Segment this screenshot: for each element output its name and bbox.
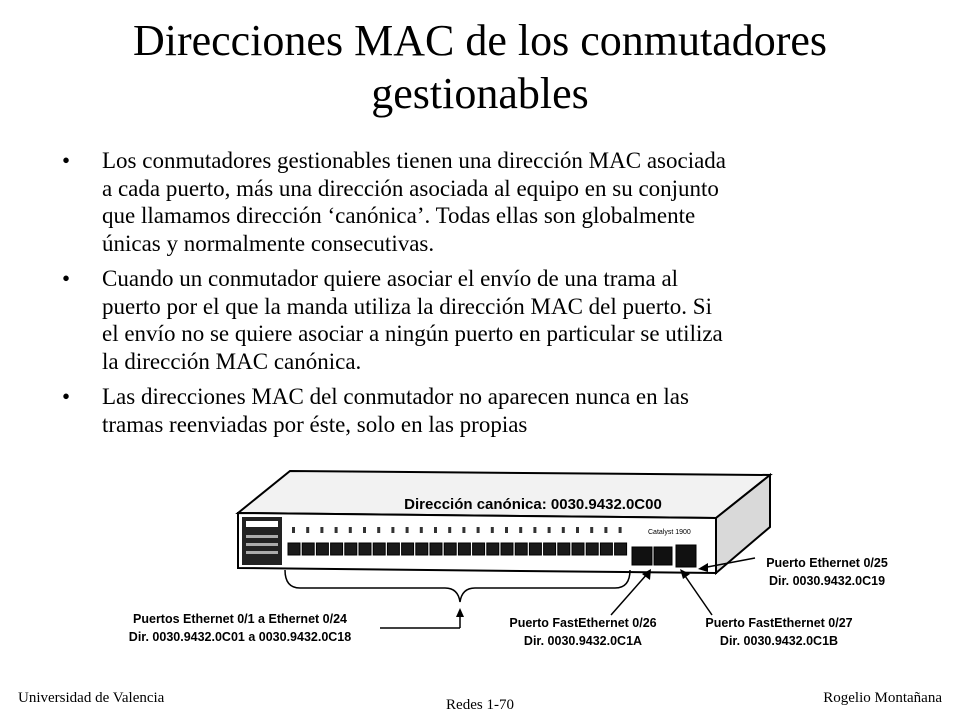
port-led	[533, 527, 536, 533]
port-led	[590, 527, 593, 533]
slide-title	[0, 14, 960, 120]
port-26-label-line2: Dir. 0030.9432.0C1A	[523, 634, 643, 648]
bullet-line: puerto por el que la manda utiliza la dirección MAC del puerto. Si	[102, 293, 712, 319]
ethernet-port	[544, 543, 556, 555]
bullet-line: Cuando un conmutador quiere asociar el envío de una trama al	[102, 266, 679, 291]
ethernet-port	[302, 543, 314, 555]
port-led	[434, 527, 437, 533]
ethernet-port	[600, 543, 612, 555]
ethernet-port	[501, 543, 513, 555]
port-led	[548, 527, 551, 533]
bullet-line: tramas reenviadas por éste, solo en las propias	[102, 411, 528, 437]
ethernet-port	[586, 543, 598, 555]
bullet-line: que llamamos dirección ‘canónica’. Todas ellas son globalmente	[102, 203, 696, 228]
ethernet-port	[444, 543, 456, 555]
ethernet-port	[345, 543, 357, 555]
bullet-dot: •	[62, 384, 71, 409]
port-27-connector	[676, 545, 696, 567]
port-26-arrow	[611, 573, 648, 615]
ethernet-port	[359, 543, 371, 555]
port-led	[306, 527, 309, 533]
bullet-item	[62, 147, 922, 257]
port-26-connector	[654, 547, 672, 565]
bullet-line: únicas y normalmente consecutivas.	[102, 230, 435, 256]
port-27-label-line2: Dir. 0030.9432.0C1B	[719, 634, 839, 648]
ethernet-port	[458, 543, 470, 555]
port-led	[505, 527, 508, 533]
ethernet-port	[572, 543, 584, 555]
port-27-arrow	[683, 573, 712, 615]
led-strip	[246, 543, 278, 546]
ethernet-port	[615, 543, 627, 555]
port-led	[363, 527, 366, 533]
ethernet-port	[529, 543, 541, 555]
footer-right: Rogelio Montañana	[823, 690, 942, 706]
canonical-address-label: Dirección canónica: 0030.9432.0C00	[404, 496, 662, 513]
port-led	[519, 527, 522, 533]
bullet-item	[62, 265, 922, 375]
port-led	[391, 527, 394, 533]
port-led	[619, 527, 622, 533]
ethernet-port	[316, 543, 328, 555]
switch-illustration	[238, 471, 770, 573]
ethernet-port	[487, 543, 499, 555]
bullet-line: Los conmutadores gestionables tienen una dirección MAC asociada	[102, 148, 727, 173]
ethernet-ports-label-line1: Puertos Ethernet 0/1 a Ethernet 0/24	[133, 612, 347, 626]
port-led	[604, 527, 607, 533]
footer-center: Redes 1-70	[446, 697, 514, 713]
port-led	[562, 527, 565, 533]
port-led	[420, 527, 423, 533]
led-strip	[246, 535, 278, 538]
ethernet-port	[331, 543, 343, 555]
ethernet-port	[430, 543, 442, 555]
port-led	[477, 527, 480, 533]
bullet-item	[62, 383, 922, 438]
ports-bracket	[285, 570, 630, 602]
ethernet-port	[515, 543, 527, 555]
ports-arrowhead	[456, 608, 464, 617]
port-led	[377, 527, 380, 533]
port-led	[462, 527, 465, 533]
bullet-dot: •	[62, 266, 71, 291]
port-led	[335, 527, 338, 533]
port-26-label-line1: Puerto FastEthernet 0/26	[509, 616, 657, 630]
bullet-line: Las direcciones MAC del conmutador no aparecen nunca en las	[102, 384, 689, 409]
port-27-label-line1: Puerto FastEthernet 0/27	[705, 616, 853, 630]
bullet-line: el envío no se quiere asociar a ningún puerto en particular se utiliza	[102, 321, 723, 346]
ethernet-port	[416, 543, 428, 555]
switch-diagram	[0, 455, 960, 685]
device-model-label: Catalyst 1900	[648, 529, 691, 536]
port-led	[292, 527, 295, 533]
port-led	[349, 527, 352, 533]
ethernet-port	[558, 543, 570, 555]
switch-brand-label	[246, 521, 278, 527]
bullet-line: la dirección MAC canónica.	[102, 348, 362, 374]
ethernet-port	[288, 543, 300, 555]
ethernet-port	[473, 543, 485, 555]
port-25-label-line1: Puerto Ethernet 0/25	[766, 556, 888, 570]
title-line-2: gestionables	[371, 69, 589, 118]
ethernet-port	[373, 543, 385, 555]
ethernet-port	[402, 543, 414, 555]
bullet-list	[62, 147, 922, 446]
led-strip	[246, 551, 278, 554]
ethernet-port	[387, 543, 399, 555]
bullet-line: a cada puerto, más una dirección asociada al equipo en su conjunto	[102, 175, 719, 201]
port-25-label-line2: Dir. 0030.9432.0C19	[768, 574, 886, 588]
port-led	[491, 527, 494, 533]
footer-left: Universidad de Valencia	[18, 690, 165, 706]
title-line-1: Direcciones MAC de los conmutadores	[132, 16, 828, 65]
bullet-dot: •	[62, 148, 71, 173]
port-25-connector	[632, 547, 652, 565]
ethernet-ports-label-line2: Dir. 0030.9432.0C01 a 0030.9432.0C18	[128, 630, 352, 644]
port-led	[320, 527, 323, 533]
port-led	[448, 527, 451, 533]
port-led	[406, 527, 409, 533]
port-led	[576, 527, 579, 533]
